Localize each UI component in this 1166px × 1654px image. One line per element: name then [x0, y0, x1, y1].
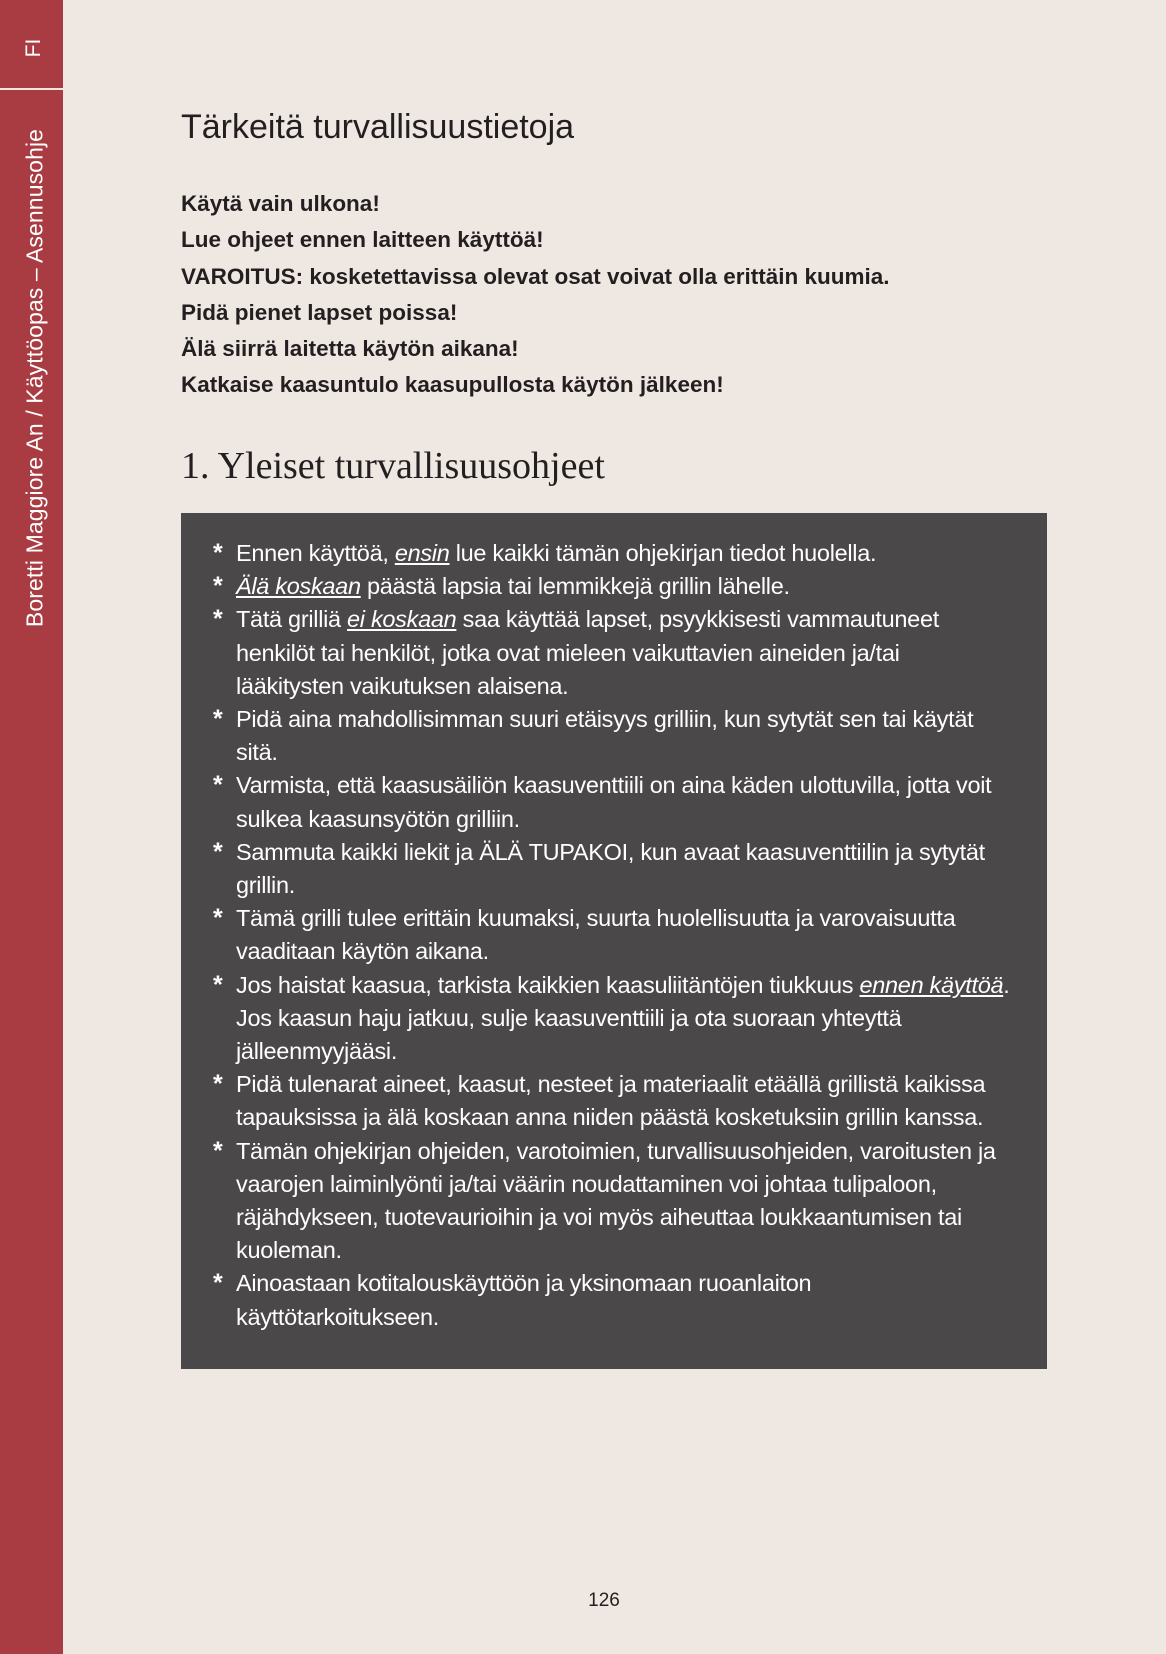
rule-text: Ennen käyttöä, ensin lue kaikki tämän ohjekirjan tiedot huolella. — [236, 540, 877, 566]
page-title: Tärkeitä turvallisuustietoja — [181, 108, 575, 146]
sidebar-title: Boretti Maggiore An / Käyttöopas – Asennusohje — [21, 128, 48, 628]
asterisk-icon: * — [213, 539, 223, 567]
rule-text: Ainoastaan kotitalouskäyttöön ja yksinomaan ruoanlaiton käyttötarkoitukseen. — [236, 1270, 812, 1330]
language-label: FI — [22, 38, 45, 58]
safety-rule — [213, 603, 1011, 703]
warning-item: Katkaise kaasuntulo kaasupullosta käytön jälkeen! — [181, 372, 724, 398]
rule-text: Tätä grilliä ei koskaan saa käyttää lapset, psyykkisesti vammautuneet henkilöt tai henkilöt, jotka ovat mieleen vaikuttavien aineiden ja/tai lääkitysten vaikutuksen alaisena. — [236, 606, 939, 699]
rule-text: Varmista, että kaasusäiliön kaasuventtiili on aina käden ulottuvilla, jotta voit sulkea kaasunsyötön grilliin. — [236, 772, 992, 832]
rule-text: Älä koskaan päästä lapsia tai lemmikkejä grillin lähelle. — [236, 573, 790, 600]
warning-item: Pidä pienet lapset poissa! — [181, 299, 458, 325]
safety-rule — [213, 1267, 1011, 1333]
asterisk-icon: * — [213, 1070, 223, 1099]
safety-rules-list — [213, 537, 1011, 1334]
asterisk-icon: * — [213, 837, 223, 866]
warning-item: VAROITUS: kosketettavissa olevat osat voivat olla erittäin kuumia. — [181, 263, 890, 289]
asterisk-icon: * — [213, 605, 223, 634]
safety-rule — [213, 769, 1011, 835]
rule-text: Pidä tulenarat aineet, kaasut, nesteet ja materiaalit etäällä grillistä kaikissa tapauksissa ja älä koskaan anna niiden päästä kosketuksiin grillin kanssa. — [236, 1071, 986, 1131]
emphasis: ennen käyttöä — [859, 971, 1004, 998]
safety-rule — [213, 836, 1011, 902]
safety-rule — [213, 703, 1011, 769]
asterisk-icon: * — [213, 1269, 223, 1298]
asterisk-icon: * — [213, 705, 223, 734]
warnings-list — [181, 186, 890, 404]
emphasis: ei koskaan — [347, 606, 457, 633]
warning-item: Lue ohjeet ennen laitteen käyttöä! — [181, 227, 544, 253]
rule-text: Sammuta kaikki liekit ja ÄLÄ TUPAKOI, kun avaat kaasuventtiilin ja sytytät grillin. — [236, 838, 985, 899]
safety-rules-box — [181, 513, 1047, 1369]
asterisk-icon: * — [213, 904, 223, 933]
safety-rule — [213, 902, 1011, 968]
asterisk-icon: * — [213, 771, 223, 800]
warning-item: Älä siirrä laitetta käytön aikana! — [181, 336, 519, 362]
safety-rule — [213, 1135, 1011, 1268]
safety-rule — [213, 1068, 1011, 1134]
rule-text: Pidä aina mahdollisimman suuri etäisyys grilliin, kun sytytät sen tai käytät sitä. — [236, 706, 974, 766]
rule-text: Tämän ohjekirjan ohjeiden, varotoimien, turvallisuusohjeiden, varoitusten ja vaarojen laiminlyönti ja/tai väärin noudattaminen voi johtaa tulipaloon, räjähdykseen, tuotevaurioihin ja voi myös aiheuttaa loukkaantumisen tai kuoleman. — [236, 1137, 996, 1264]
language-tab — [0, 0, 63, 90]
asterisk-icon: * — [213, 572, 223, 601]
asterisk-icon: * — [213, 1136, 223, 1165]
emphasis: Älä koskaan — [236, 573, 361, 600]
rule-text: Tämä grilli tulee erittäin kuumaksi, suurta huolellisuutta ja varovaisuutta vaaditaan käytön aikana. — [236, 905, 956, 965]
rule-text: Jos haistat kaasua, tarkista kaikkien kaasuliitäntöjen tiukkuus ennen käyttöä. Jos kaasun haju jatkuu, sulje kaasuventtiili ja ota suoraan yhteyttä jälleenmyyjääsi. — [236, 971, 1010, 1065]
safety-rule — [213, 969, 1011, 1069]
section-title: 1. Yleiset turvallisuusohjeet — [181, 445, 605, 487]
sidebar — [0, 0, 63, 1654]
emphasis: ensin — [394, 540, 450, 566]
safety-rule — [213, 570, 1011, 603]
page-number: 126 — [588, 1590, 620, 1611]
warning-item: Käytä vain ulkona! — [181, 191, 380, 216]
safety-rule — [213, 537, 1011, 570]
asterisk-icon: * — [213, 970, 223, 999]
